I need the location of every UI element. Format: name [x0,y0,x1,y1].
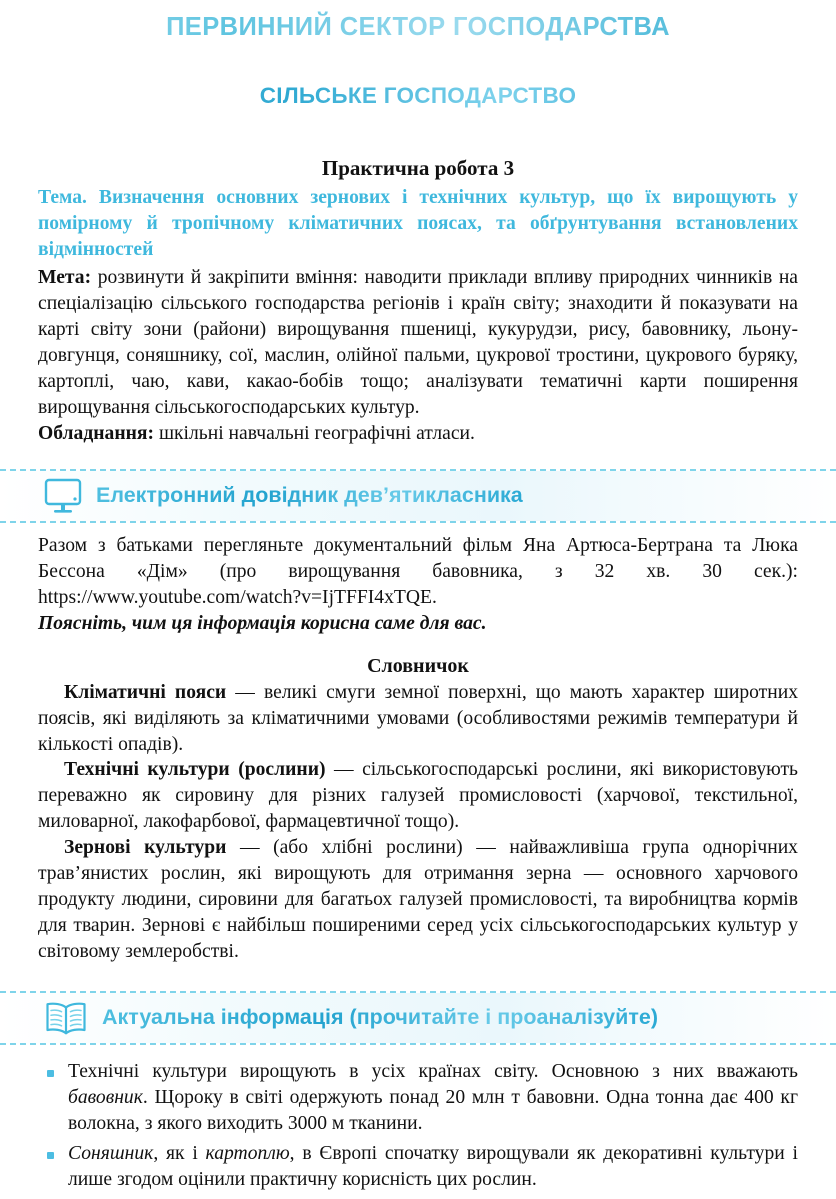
open-book-icon [44,1000,88,1036]
glossary-block [0,655,836,965]
handbook-block [0,523,836,637]
bullet-text-mid: , як і [153,1142,206,1164]
theme-text: Визначення основних зернових і технічних культур, що їх вирощують у помірному й тропічному кліматичних поясах, та обґрунтування встановлених відмінностей [38,187,798,261]
info-banner [0,991,836,1045]
handbook-task: Поясніть, чим ця інформація корисна саме для вас. [38,612,487,634]
bullet-emphasis: картоплю [205,1142,290,1164]
practical-work-equipment [38,421,798,447]
section-title: СІЛЬСЬКЕ ГОСПОДАРСТВО [0,44,836,110]
practical-work-goal [38,265,798,421]
monitor-icon [44,478,82,514]
glossary-entry [38,680,798,758]
bullet-text-tail: , в Європі спочатку вирощували як декоративні культури і лише згодом оцінили практичну корисність цих рослин. [68,1142,798,1190]
theme-label: Тема. [38,187,87,208]
chapter-title: ПЕРВИННИЙ СЕКТОР ГОСПОДАРСТВА [0,0,836,44]
bullet-text-part2: . Щороку в світі одержують понад 20 млн т бавовни. Одна тонна дає 400 кг волокна, з якого виходить 3000 м тканини. [68,1087,798,1135]
handbook-banner-heading: Електронний довідник дев’ятикласника [96,482,523,507]
info-banner-heading: Актуальна інформація (прочитайте і проаналізуйте) [102,1005,658,1030]
bullet-emphasis: Соняшник [68,1142,154,1164]
info-bullet-list [38,1059,798,1193]
practical-work-title: Практична робота 3 [321,156,515,180]
list-item [38,1059,798,1137]
equipment-label: Обладнання: [38,422,155,444]
handbook-paragraph: Разом з батьками перегляньте документальний фільм Яна Артюса-Бертрана та Люка Бессона «Дім» (про вирощування бавовника, з 32 хв. 30 сек.): https://www.youtube.com/watch?v=IjTFFI4xTQE. [38,534,798,608]
goal-label: Мета: [38,267,92,289]
glossary-term: Технічні культури (рослини) [64,759,326,781]
glossary-entry [38,757,798,835]
glossary-title: Словничок [367,654,469,677]
glossary-term: Зернові культури [64,837,227,859]
list-item [38,1141,798,1193]
glossary-definition: — сільськогосподарські рослини, які використовують переважно як сировину для різних галузей промисловості (харчової, текстильної, миловарної, лакофарбової, фармацевтичної тощо). [38,759,798,833]
glossary-definition: — (або хлібні рослини) — найважливіша група однорічних трав’янистих рослин, які вирощують для отримання зерна — основного харчового продукту людини, сировини для багатьох галузей промисловості, та виробництва кормів для тварин. Зернові є найбільш поширеними серед усіх сільськогосподарських культур у світовому землеробстві. [38,837,798,963]
banner-bottom-rule [0,1043,836,1045]
glossary-term: Кліматичні пояси [64,681,227,703]
practical-work-theme [38,185,798,263]
info-bullets-block [0,1059,836,1193]
handbook-banner [0,469,836,523]
bullet-text-part1: Технічні культури вирощують в усіх країнах світу. Основною з них вважають [68,1061,798,1083]
glossary-entry [38,835,798,965]
bullet-emphasis: бавовник [68,1087,143,1109]
glossary-definition: — великі смуги земної поверхні, що мають характер широтних поясів, які виділяють за кліматичними умовами (особливостями режимів температури й кількості опадів). [38,681,799,755]
practical-work-block [0,156,836,447]
equipment-text: шкільні навчальні географічні атласи. [154,422,475,444]
goal-text: розвинути й закріпити вміння: наводити приклади впливу природних чинників на спеціалізацію сільського господарства регіонів і країн світу; знаходити й показувати на карті світу зони (райони) вирощування пшениці, кукурудзи, рису, бавовнику, льону-довгунця, соняшнику, сої, маслин, олійної пальми, цукрової тростини, цукрового буряку, картоплі, чаю, кави, какао-бобів тощо; аналізувати тематичні карти поширення вирощування сільськогосподарських культур. [38,267,798,418]
